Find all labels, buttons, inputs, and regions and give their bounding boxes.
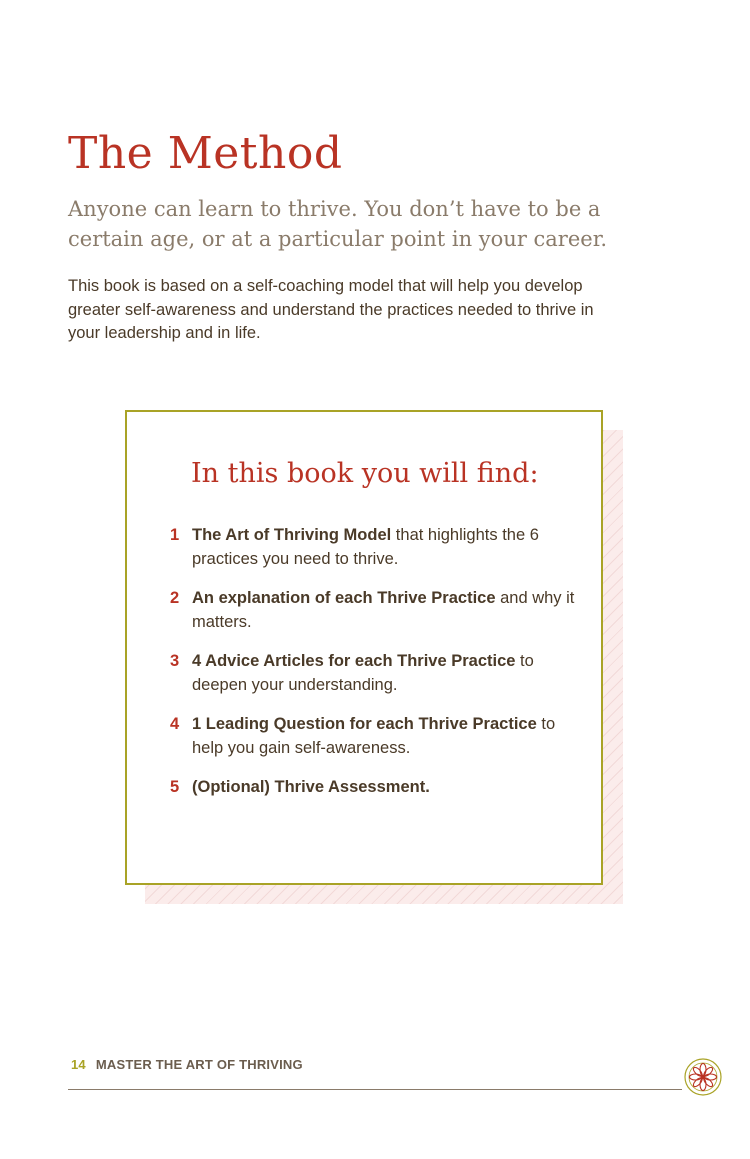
list-item-text: to help you gain self-awareness. xyxy=(192,715,556,757)
page-title: The Method xyxy=(68,128,343,179)
list-item xyxy=(170,587,580,634)
list-item-number: 3 xyxy=(170,652,180,670)
intro-paragraph: This book is based on a self-coaching model that will help you develop greater self-awareness and understand the practices needed to thrive in your leadership and in life. xyxy=(68,277,594,342)
list-item-heading: An explanation of each Thrive Practice xyxy=(192,589,496,607)
list-item-heading: 4 Advice Articles for each Thrive Practice xyxy=(192,652,516,670)
list-item-heading: (Optional) Thrive Assessment. xyxy=(192,778,430,796)
features-list xyxy=(170,524,580,816)
list-item xyxy=(170,524,580,571)
list-item-heading: The Art of Thriving Model xyxy=(192,526,392,544)
list-item-number: 5 xyxy=(170,778,180,796)
page-footer xyxy=(71,1057,303,1072)
list-item xyxy=(170,776,580,800)
features-card xyxy=(125,410,603,885)
page-number: 14 xyxy=(71,1057,86,1072)
list-item-heading: 1 Leading Question for each Thrive Practice xyxy=(192,715,537,733)
list-item-number: 4 xyxy=(170,715,180,733)
list-item-text: and why it matters. xyxy=(192,589,575,631)
footer-divider xyxy=(68,1089,682,1090)
running-title: MASTER THE ART OF THRIVING xyxy=(95,1057,303,1072)
card-title: In this book you will find: xyxy=(191,458,539,489)
list-item-number: 2 xyxy=(170,589,180,607)
list-item xyxy=(170,713,580,760)
mandala-emblem-icon xyxy=(684,1058,722,1096)
list-item-text: to deepen your understanding. xyxy=(192,652,534,694)
page-subtitle: Anyone can learn to thrive. You don’t have to be a certain age, or at a particular point in your career. xyxy=(68,197,608,251)
list-item-text: that highlights the 6 practices you need to thrive. xyxy=(192,526,539,568)
list-item xyxy=(170,650,580,697)
list-item-number: 1 xyxy=(170,526,180,544)
